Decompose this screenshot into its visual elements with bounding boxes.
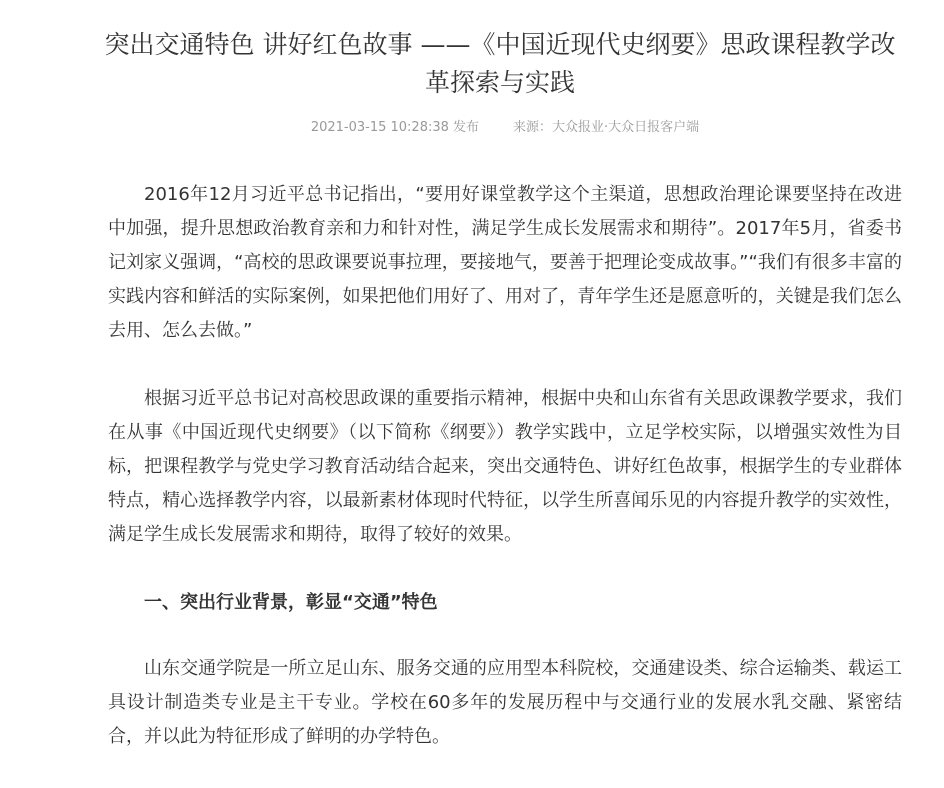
- section-paragraph: 山东交通学院是一所立足山东、服务交通的应用型本科院校，交通建设类、综合运输类、载运工具设计制造类专业是主干专业。学校在60多年的发展历程中与交通行业的发展水乳交融、紧密结合，并以此为特征形成了鲜明的办学特色。: [108, 658, 902, 747]
- publish-time: 2021-03-15 10:28:38 发布: [310, 120, 480, 135]
- section-heading: 一、突出行业背景，彰显“交通”特色: [144, 592, 438, 613]
- article-source: 来源：大众报业·大众日报客户端: [513, 120, 700, 135]
- body-paragraph-2: 根据习近平总书记对高校思政课的重要指示精神，根据中央和山东省有关思政课教学要求，我们在从事《中国近现代史纲要》（以下简称《纲要》）教学实践中，立足学校实际，以增强实效性为目标，把课程教学与党史学习教育活动结合起来，突出交通特色、讲好红色故事，根据学生的专业群体特点，精心选择教学内容，以最新素材体现时代特征，以学生所喜闻乐见的内容提升教学的实效性，满足学生成长发展需求和期待，取得了较好的效果。: [108, 388, 902, 545]
- body-paragraph-1: 2016年12月习近平总书记指出，“要用好课堂教学这个主渠道，思想政治理论课要坚持在改进中加强，提升思想政治教育亲和力和针对性，满足学生成长发展需求和期待”。2017年5月，省委书记刘家义强调，“高校的思政课要说事拉理，要接地气，要善于把理论变成故事。”“我们有很多丰富的实践内容和鲜活的实际案例，如果把他们用好了、用对了，青年学生还是愿意听的，关键是我们怎么去用、怎么去做。”: [108, 184, 902, 341]
- article-meta: [0, 118, 944, 138]
- article-title: 突出交通特色 讲好红色故事 ——《中国近现代史纲要》思政课程教学改革探索与实践: [104, 30, 896, 97]
- article-body: [108, 178, 902, 788]
